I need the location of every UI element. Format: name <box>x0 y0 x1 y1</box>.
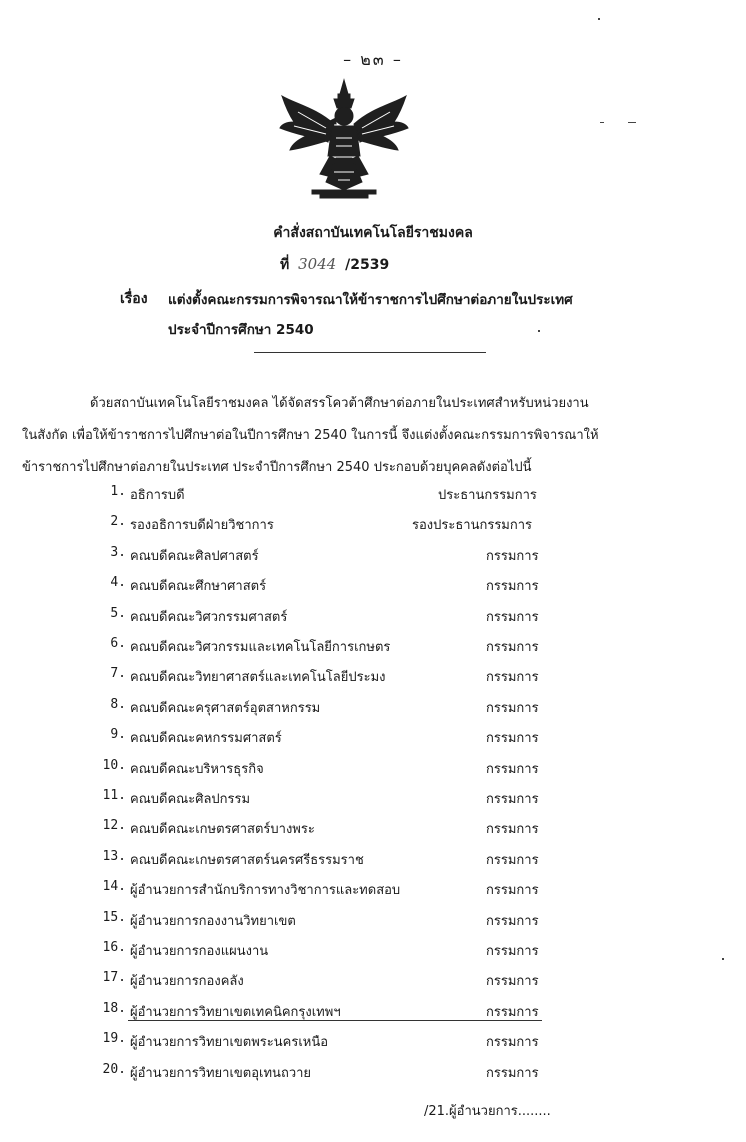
committee-role: กรรมการ <box>486 1035 539 1051</box>
committee-row <box>0 575 746 597</box>
paragraph-line-1: ด้วยสถาบันเทคโนโลยีราชมงคล ได้จัดสรรโควต้าศึกษาต่อภายในประเทศสำหรับหน่วยงาน <box>90 396 589 411</box>
committee-number: 16. <box>102 940 126 955</box>
divider-rule <box>254 352 486 353</box>
committee-role: กรรมการ <box>486 1004 539 1020</box>
committee-number: 11. <box>102 788 126 803</box>
committee-member-title: ผู้อำนวยการวิทยาเขตพระนครเหนือ <box>130 1035 329 1051</box>
committee-row <box>0 940 746 962</box>
committee-number: 8. <box>110 696 126 712</box>
committee-row <box>0 910 746 932</box>
committee-row <box>0 545 746 567</box>
committee-role: กรรมการ <box>486 852 539 868</box>
subject-line-2: ประจำปีการศึกษา 2540 <box>168 322 314 338</box>
committee-row <box>0 970 746 992</box>
handwritten-underline <box>128 1020 542 1021</box>
committee-row <box>0 1031 746 1053</box>
committee-row <box>0 818 746 840</box>
committee-number: 7. <box>110 666 126 682</box>
committee-number: 5. <box>110 605 126 621</box>
committee-member-title: ผู้อำนวยการกองงานวิทยาเขต <box>130 913 296 929</box>
paragraph-line-3: ข้าราชการไปศึกษาต่อภายในประเทศ ประจำปีการศึกษา 2540 ประกอบด้วยบุคคลดังต่อไปนี้ <box>22 460 532 475</box>
order-number <box>280 254 389 276</box>
committee-role: กรรมการ <box>486 609 539 625</box>
committee-row <box>0 849 746 871</box>
garuda-emblem-icon <box>276 78 412 204</box>
scan-speck <box>628 122 636 123</box>
committee-role: ประธานกรรมการ <box>438 488 537 503</box>
committee-row <box>0 484 746 506</box>
committee-member-title: คณบดีคณะวิศวกรรมศาสตร์ <box>130 609 288 625</box>
committee-role: กรรมการ <box>486 944 539 959</box>
committee-row <box>0 697 746 719</box>
committee-role: กรรมการ <box>486 1065 539 1081</box>
committee-role: กรรมการ <box>486 974 539 990</box>
committee-member-title: ผู้อำนวยการกองคลัง <box>130 974 244 990</box>
paragraph-line-2: ในสังกัด เพื่อให้ข้าราชการไปศึกษาต่อในปีการศึกษา 2540 ในการนี้ จึงแต่งตั้งคณะกรรมการพิจารณาให้ <box>22 428 599 443</box>
scan-speck <box>598 18 600 20</box>
committee-role: รองประธานกรรมการ <box>412 518 533 534</box>
committee-row <box>0 666 746 688</box>
scan-speck <box>538 330 540 332</box>
committee-member-title: คณบดีคณะวิศวกรรมและเทคโนโลยีการเกษตร <box>130 640 391 655</box>
page-number: – ๒๓ – <box>343 50 403 69</box>
committee-member-title: คณบดีคณะศิลปศาสตร์ <box>130 548 259 564</box>
subject-label: เรื่อง <box>120 291 148 307</box>
committee-number: 3. <box>110 544 126 560</box>
committee-number: 15. <box>102 909 126 925</box>
scan-speck <box>600 122 604 123</box>
committee-number: 6. <box>110 636 126 651</box>
committee-number: 1. <box>110 484 126 499</box>
subject-line-1: แต่งตั้งคณะกรรมการพิจารณาให้ข้าราชการไปศึกษาต่อภายในประเทศ <box>168 292 573 308</box>
committee-number: 9. <box>110 727 126 743</box>
committee-role: กรรมการ <box>486 548 539 564</box>
order-prefix: ที่ <box>280 257 290 273</box>
committee-row <box>0 727 746 749</box>
committee-member-title: อธิการบดี <box>130 488 185 503</box>
committee-member-title: ผู้อำนวยการวิทยาเขตเทคนิคกรุงเทพฯ <box>130 1004 341 1020</box>
order-title: คำสั่งสถาบันเทคโนโลยีราชมงคล <box>273 225 473 241</box>
committee-number: 2. <box>110 514 126 530</box>
committee-member-title: ผู้อำนวยการสำนักบริการทางวิชาการและทดสอบ <box>130 883 401 899</box>
committee-member-title: รองอธิการบดีฝ่ายวิชาการ <box>130 518 274 534</box>
committee-role: กรรมการ <box>486 822 539 838</box>
continuation-note: /21.ผู้อำนวยการ........ <box>424 1104 551 1119</box>
committee-role: กรรมการ <box>486 761 539 777</box>
committee-row <box>0 636 746 658</box>
committee-role: กรรมการ <box>486 670 539 686</box>
committee-row <box>0 606 746 628</box>
committee-role: กรรมการ <box>486 792 539 807</box>
committee-number: 13. <box>102 848 126 864</box>
order-suffix: /2539 <box>345 257 390 273</box>
committee-number: 12. <box>102 818 126 834</box>
committee-role: กรรมการ <box>486 640 539 655</box>
committee-row <box>0 788 746 810</box>
committee-role: กรรมการ <box>486 883 539 899</box>
committee-number: 10. <box>102 757 126 773</box>
committee-row <box>0 514 746 536</box>
committee-member-title: คณบดีคณะศึกษาศาสตร์ <box>130 579 267 595</box>
committee-row <box>0 758 746 780</box>
committee-member-title: ผู้อำนวยการวิทยาเขตอุเทนถวาย <box>130 1065 312 1081</box>
committee-number: 17. <box>102 970 126 986</box>
committee-number: 14. <box>102 879 126 895</box>
committee-number: 18. <box>102 1000 126 1016</box>
committee-row <box>0 1062 746 1084</box>
committee-role: กรรมการ <box>486 731 539 747</box>
committee-row <box>0 879 746 901</box>
committee-member-title: คณบดีคณะคหกรรมศาสตร์ <box>130 731 282 747</box>
committee-role: กรรมการ <box>486 913 539 929</box>
scan-speck <box>722 958 724 960</box>
committee-member-title: คณบดีคณะเกษตรศาสตร์นครศรีธรรมราช <box>130 852 364 868</box>
order-handwritten-number: 3044 <box>298 255 337 273</box>
committee-member-title: ผู้อำนวยการกองแผนงาน <box>130 944 269 959</box>
committee-number: 20. <box>102 1061 126 1077</box>
committee-member-title: คณบดีคณะบริหารธุรกิจ <box>130 761 264 777</box>
committee-role: กรรมการ <box>486 579 539 595</box>
committee-member-title: คณบดีคณะครุศาสตร์อุตสาหกรรม <box>130 700 321 716</box>
committee-member-title: คณบดีคณะศิลปกรรม <box>130 792 251 807</box>
committee-role: กรรมการ <box>486 700 539 716</box>
committee-number: 4. <box>110 575 126 591</box>
committee-member-title: คณบดีคณะเกษตรศาสตร์บางพระ <box>130 822 315 838</box>
committee-number: 19. <box>102 1031 126 1047</box>
committee-member-title: คณบดีคณะวิทยาศาสตร์และเทคโนโลยีประมง <box>130 670 386 686</box>
